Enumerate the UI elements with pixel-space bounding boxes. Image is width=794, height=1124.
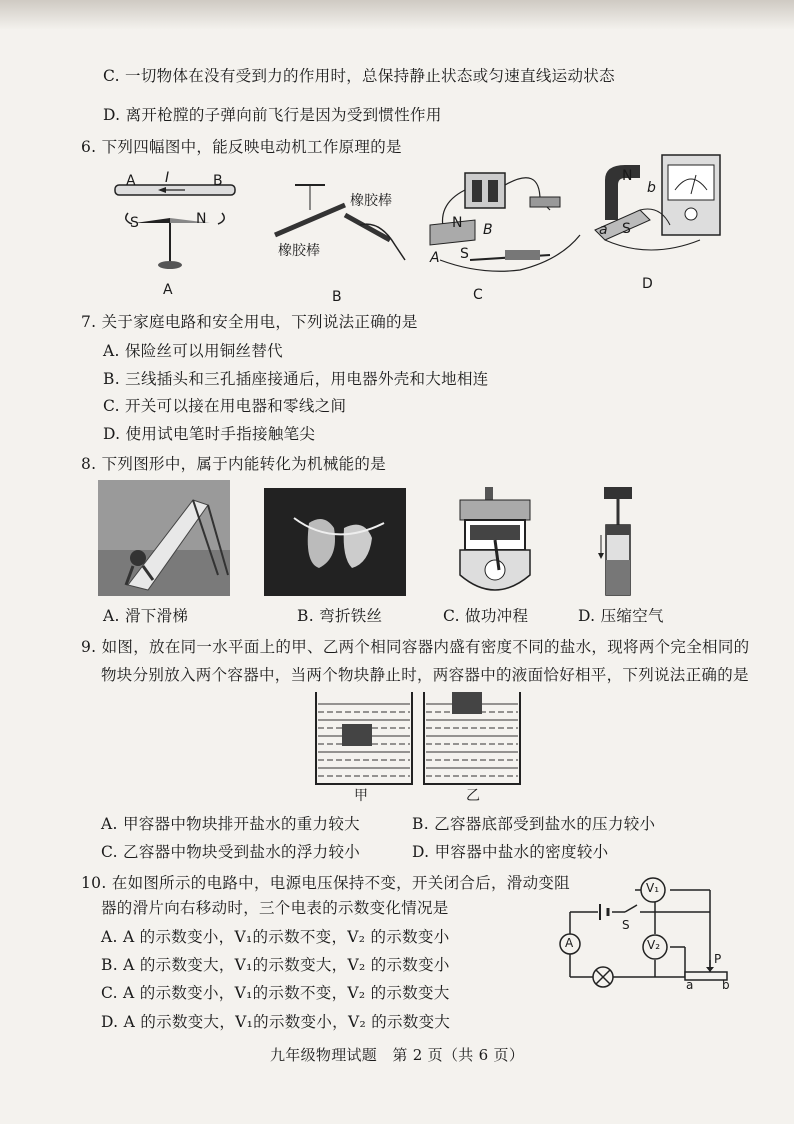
q6a-pole-s: S	[130, 215, 139, 231]
q6a-caption: A	[163, 282, 173, 298]
q8-image-compress-air	[598, 485, 638, 597]
q6b-caption: B	[332, 289, 342, 305]
q9-label-yi: 乙	[466, 788, 480, 804]
q9-stem-line1: 9. 如图，放在同一水平面上的甲、乙两个相同容器内盛有密度不同的盐水，现将两个完全相同的	[81, 638, 750, 656]
q8-caption-b: B. 弯折铁丝	[297, 607, 383, 625]
q6d-end-b: b	[647, 180, 656, 196]
q9-option-a: A. 甲容器中物块排开盐水的重力较大	[101, 815, 360, 833]
q7-stem: 7. 关于家庭电路和安全用电，下列说法正确的是	[81, 313, 418, 331]
q5-option-d: D. 离开枪膛的子弹向前飞行是因为受到惯性作用	[103, 106, 442, 124]
q6c-caption: C	[473, 287, 483, 303]
q9-stem-line2: 物块分别放入两个容器中，当两个物块静止时，两容器中的液面恰好相平，下列说法正确的是	[101, 666, 749, 684]
q10-option-d: D. A 的示数变大，V₁的示数变小，V₂ 的示数变大	[101, 1013, 451, 1031]
q10-slider-label: P	[714, 952, 722, 966]
q9-label-jia: 甲	[354, 788, 368, 804]
q6a-end-a: A	[126, 173, 136, 189]
q6d-pole-s: S	[622, 221, 631, 237]
q10-option-c: C. A 的示数变小，V₁的示数不变，V₂ 的示数变大	[101, 984, 450, 1002]
q10-option-b: B. A 的示数变大，V₁的示数变大，V₂ 的示数变小	[101, 956, 450, 974]
q7-option-c: C. 开关可以接在用电器和零线之间	[103, 397, 347, 415]
q6a-pole-n: N	[196, 211, 207, 227]
q8-stem: 8. 下列图形中，属于内能转化为机械能的是	[81, 455, 387, 473]
scan-shadow	[0, 0, 794, 30]
q5-option-c: C. 一切物体在没有受到力的作用时，总保持静止状态或匀速直线运动状态	[103, 67, 615, 85]
q10-option-a: A. A 的示数变小，V₁的示数不变，V₂ 的示数变小	[101, 928, 450, 946]
q10-stem-line2: 器的滑片向右移动时，三个电表的示数变化情况是	[101, 899, 449, 917]
q9-option-b: B. 乙容器底部受到盐水的压力较小	[412, 815, 656, 833]
q8-image-bend-wire	[264, 488, 406, 596]
q8-image-slide	[98, 480, 230, 596]
q9-option-c: C. 乙容器中物块受到盐水的浮力较小	[101, 843, 361, 861]
page-footer: 九年级物理试题 第 2 页（共 6 页）	[270, 1046, 525, 1064]
q8-caption-a: A. 滑下滑梯	[103, 607, 189, 625]
q6c-pole-s: S	[460, 246, 469, 262]
q8-caption-c: C. 做功冲程	[443, 607, 529, 625]
q6-figure-d	[590, 150, 730, 265]
q6c-pole-n: N	[452, 215, 463, 231]
q6c-end-b: B	[483, 222, 493, 238]
q8-caption-d: D. 压缩空气	[578, 607, 664, 625]
q10-voltmeter-v2: V₂	[647, 938, 661, 952]
q6d-end-a: a	[599, 222, 608, 238]
q10-rheostat-end-a: a	[686, 978, 694, 992]
q6-figure-c	[420, 165, 585, 280]
q7-option-b: B. 三线插头和三孔插座接通后，用电器外壳和大地相连	[103, 370, 489, 388]
q6a-current-label: I	[165, 170, 170, 186]
q10-rheostat-end-b: b	[722, 978, 730, 992]
q10-stem-line1: 10. 在如图所示的电路中，电源电压保持不变，开关闭合后，滑动变阻	[81, 874, 570, 892]
q8-image-engine	[455, 485, 535, 600]
q6c-end-a: A	[430, 250, 440, 266]
q6b-rod-top: 橡胶棒	[350, 193, 392, 209]
q9-option-d: D. 甲容器中盐水的密度较小	[412, 843, 609, 861]
q7-option-d: D. 使用试电笔时手指接触笔尖	[103, 425, 316, 443]
q9-containers-figure	[312, 690, 522, 788]
q6d-caption: D	[642, 276, 653, 292]
q6a-end-b: B	[213, 173, 223, 189]
q10-voltmeter-v1: V₁	[646, 881, 660, 895]
q6-stem: 6. 下列四幅图中，能反映电动机工作原理的是	[81, 138, 402, 156]
q10-circuit-diagram	[545, 872, 745, 992]
q6b-rod-bottom: 橡胶棒	[278, 243, 320, 259]
q6d-pole-n: N	[622, 168, 633, 184]
q7-option-a: A. 保险丝可以用铜丝替代	[103, 342, 283, 360]
q10-ammeter: A	[565, 936, 574, 950]
q10-switch-label: S	[622, 918, 630, 932]
